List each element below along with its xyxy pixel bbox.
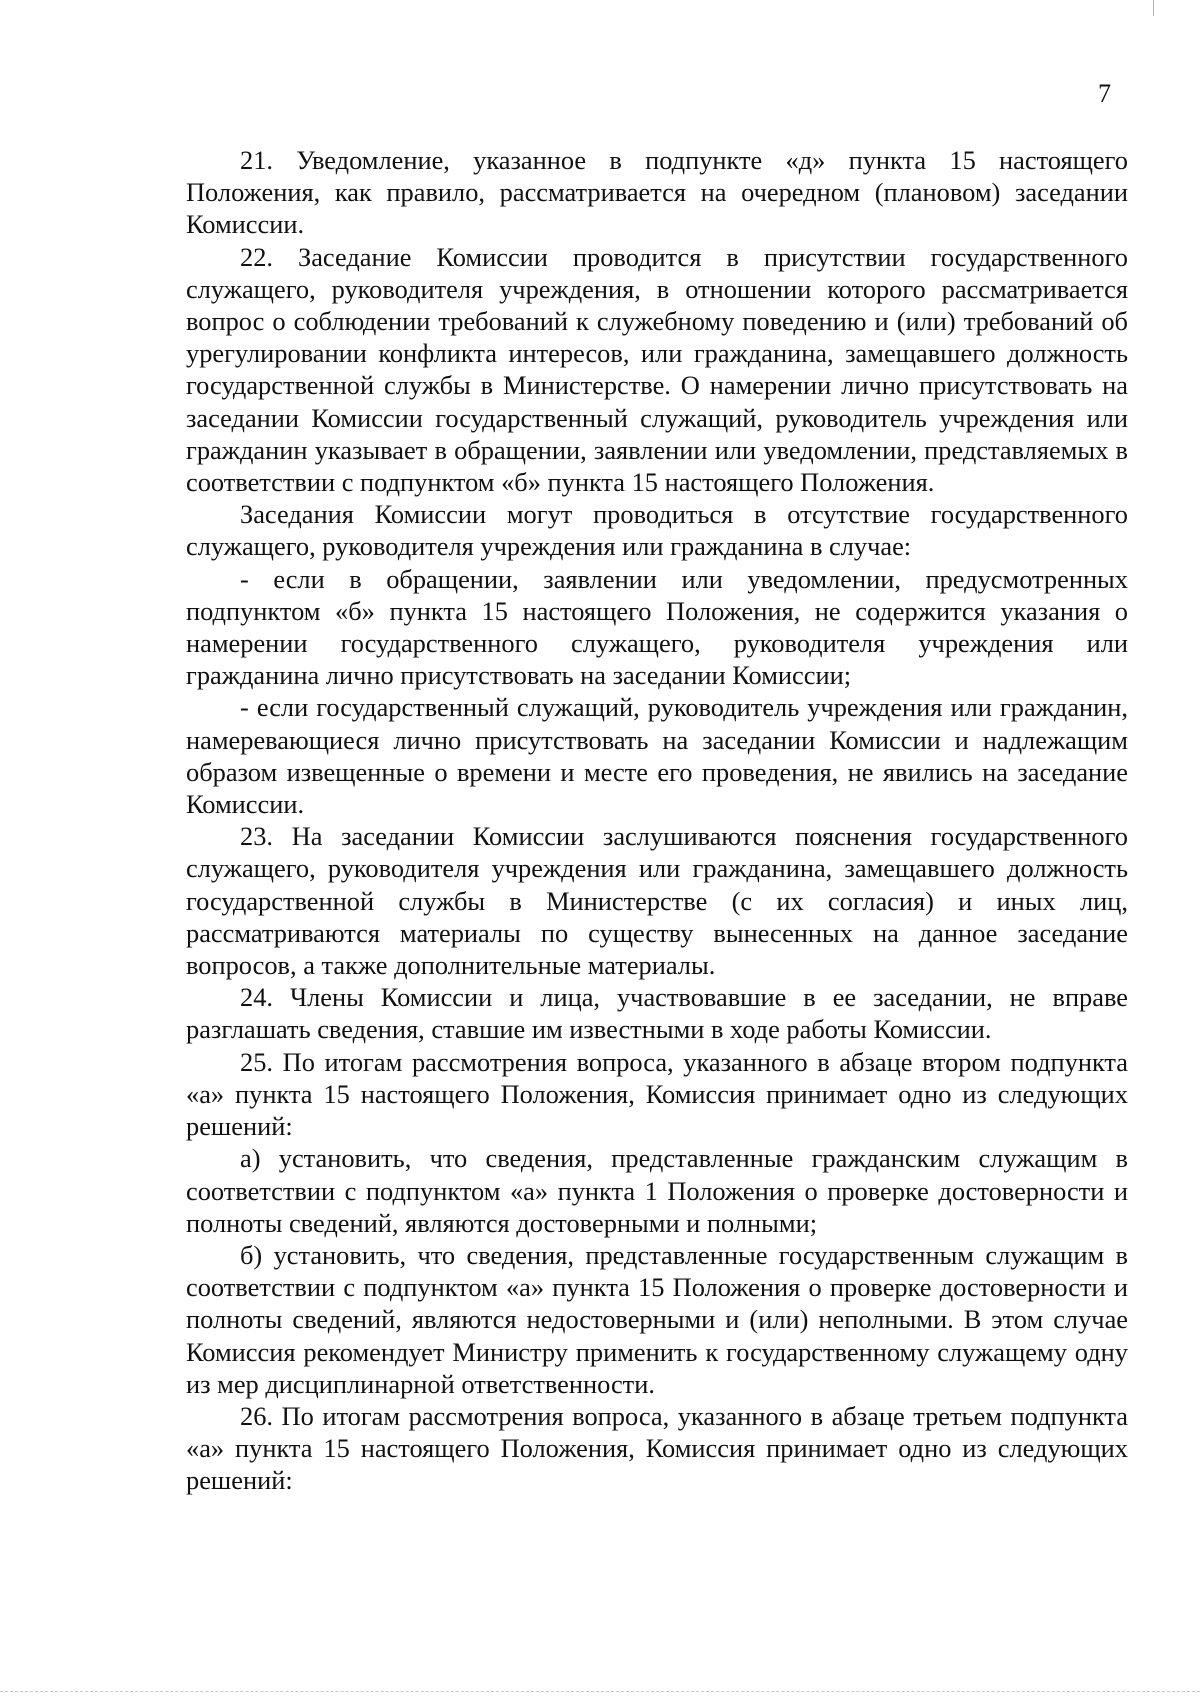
page-number: 7 [1098, 79, 1111, 108]
list-item-did-not-appear: - если государственный служащий, руководитель учреждения или гражданин, намеревающиеся лично присутствовать на заседании Комиссии и надлежащим образом извещенные о времени и месте его проведения, не явились на заседание Комиссии. [186, 692, 1128, 820]
paragraph-24: 24. Члены Комиссии и лица, участвовавшие в ее заседании, не вправе разглашать сведения, ставшие им известными в ходе работы Комиссии. [186, 982, 1128, 1045]
paragraph-23: 23. На заседании Комиссии заслушиваются пояснения государственного служащего, руководителя учреждения или гражданина, замещавшего должность государственной службы в Министерстве (с их согласия) и иных лиц, рассматриваются материалы по существу вынесенных на данное заседание вопросов, а также дополнительные материалы. [186, 821, 1128, 981]
decision-option-a: а) установить, что сведения, представленные гражданским служащим в соответствии с подпунктом «а» пункта 1 Положения о проверке достоверности и полноты сведений, являются достоверными и полными; [186, 1143, 1128, 1238]
paragraph-sessions-in-absence: Заседания Комиссии могут проводиться в отсутствие государственного служащего, руководителя учреждения или гражданина в случае: [186, 499, 1128, 562]
list-item-no-intention-stated: - если в обращении, заявлении или уведомлении, предусмотренных подпунктом «б» пункта 15 настоящего Положения, не содержится указания о намерении государственного служащего, руководителя учреждения или гражданина лично присутствовать на заседании Комиссии; [186, 563, 1128, 691]
decision-option-b: б) установить, что сведения, представленные государственным служащим в соответствии с подпунктом «а» пункта 15 Положения о проверке достоверности и полноты сведений, являются недостоверными и (или) неполными. В этом случае Комиссия рекомендует Министру применить к государственному служащему одну из мер дисциплинарной ответственности. [186, 1239, 1128, 1399]
scan-edge-mark-top [1153, 0, 1154, 16]
paragraph-26: 26. По итогам рассмотрения вопроса, указанного в абзаце третьем подпункта «а» пункта 15 настоящего Положения, Комиссия принимает одно из следующих решений: [186, 1400, 1128, 1496]
document-body [186, 144, 1128, 1497]
paragraph-22: 22. Заседание Комиссии проводится в присутствии государственного служащего, руководителя учреждения, в отношении которого рассматривается вопрос о соблюдении требований к служебному поведению и (или) требований об урегулировании конфликта интересов, или гражданина, замещавшего должность государственной службы в Министерстве. О намерении лично присутствовать на заседании Комиссии государственный служащий, руководитель учреждения или гражданин указывает в обращении, заявлении или уведомлении, представляемых в соответствии с подпунктом «б» пункта 15 настоящего Положения. [186, 241, 1128, 498]
paragraph-25: 25. По итогам рассмотрения вопроса, указанного в абзаце втором подпункта «а» пункта 15 настоящего Положения, Комиссия принимает одно из следующих решений: [186, 1046, 1128, 1142]
scan-edge-line-bottom [0, 1691, 1200, 1692]
paragraph-21: 21. Уведомление, указанное в подпункте «д» пункта 15 настоящего Положения, как правило, рассматривается на очередном (плановом) заседании Комиссии. [186, 145, 1128, 240]
